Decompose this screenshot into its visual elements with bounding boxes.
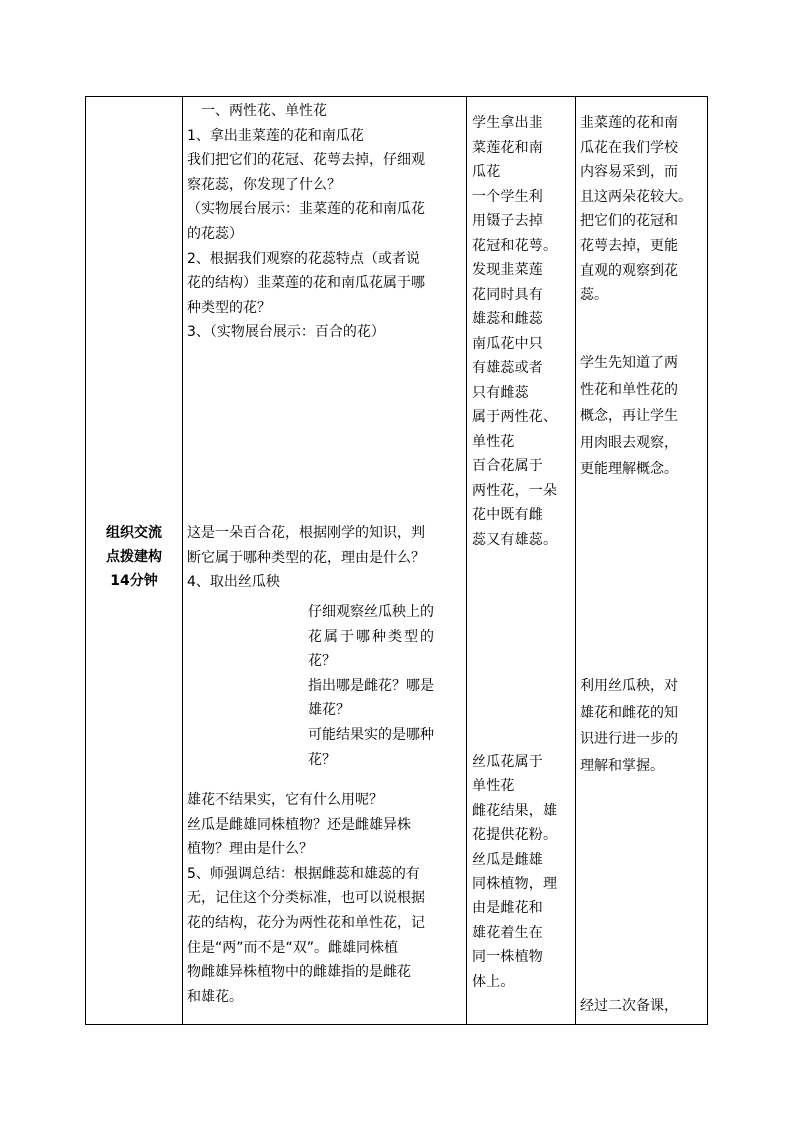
intent-line: 雄花和雌花的知	[580, 704, 678, 721]
teacher-line: 花？	[308, 751, 336, 768]
teacher-line: 1、拿出韭菜莲的花和南瓜花	[187, 127, 364, 144]
student-line: 只有雌蕊	[472, 384, 529, 401]
student-line: 花中既有雌	[472, 507, 543, 523]
intent-line: 利用丝瓜秧，对	[580, 678, 678, 694]
intent-line: 用肉眼去观察，	[580, 434, 678, 451]
intent-line: 识进行进一步的	[580, 731, 678, 747]
teacher-line: 植物？理由是什么？	[187, 841, 313, 858]
teacher-line: 指出哪是雌花？哪是	[308, 677, 434, 694]
student-line: 单性花	[472, 778, 515, 795]
student-line: 同株植物，理	[472, 876, 558, 893]
intent-line: 经过二次备课，	[580, 998, 678, 1014]
stage-label	[86, 521, 182, 593]
teacher-line: 种类型的花？	[187, 299, 271, 316]
student-line: 花冠和花萼。	[472, 237, 558, 254]
student-line: 由是雌花和	[472, 900, 543, 917]
student-line: 一个学生利	[472, 188, 543, 205]
student-line: 菜莲花和南	[472, 139, 543, 156]
teacher-line: 4、取出丝瓜秧	[187, 574, 280, 591]
student-line: 百合花属于	[472, 458, 543, 474]
student-line: 用镊子去掉	[472, 213, 543, 229]
intent-line: 花萼去掉，更能	[580, 237, 678, 254]
teacher-line: （实物展台展示：韭菜莲的花和南瓜花	[187, 201, 425, 218]
teacher-activities-bottom	[187, 788, 465, 1009]
student-activities-top	[472, 111, 574, 552]
student-line: 体上。	[472, 973, 515, 990]
intent-line: 直观的观察到花	[580, 262, 678, 279]
intent-line: 蕊。	[580, 287, 608, 304]
design-intent-3	[580, 673, 704, 779]
student-line: 雌花结果，雄	[472, 802, 558, 819]
teacher-line: 可能结果实的是哪种	[308, 726, 434, 743]
design-intent-4	[580, 994, 704, 1019]
teacher-line: 我们把它们的花冠、花萼去掉，仔细观	[187, 152, 425, 169]
teacher-line: 物雌雄异株植物中的雌雄指的是雌花	[187, 964, 411, 981]
student-line: 学生拿出韭	[472, 115, 543, 131]
design-intent-1	[580, 111, 704, 308]
teacher-line: 这是一朵百合花，根据刚学的知识，判	[187, 525, 425, 541]
intent-line: 理解和掌握。	[580, 757, 664, 774]
teacher-line: 雄花不结果实，它有什么用呢？	[187, 792, 383, 808]
intent-line: 性花和单性花的	[580, 381, 678, 398]
intent-line: 更能理解概念。	[580, 461, 678, 477]
column-divider	[466, 97, 467, 1024]
teacher-line: 花的结构，花分为两性花和单性花，记	[187, 914, 425, 931]
student-line: 雄花着生在	[472, 924, 543, 941]
student-line: 单性花	[472, 433, 515, 450]
student-line: 花提供花粉。	[472, 827, 558, 844]
lesson-table	[85, 96, 708, 1025]
stage-line: 14分钟	[110, 573, 158, 589]
student-line: 蕊又有雄蕊。	[472, 531, 558, 548]
student-line: 同一株植物	[472, 949, 543, 966]
stage-line: 点拨建构	[106, 549, 162, 565]
teacher-activities-middle	[187, 521, 465, 595]
student-line: 丝瓜花属于	[472, 754, 543, 770]
student-line: 瓜花	[472, 164, 501, 180]
teacher-line: 一、两性花、单性花	[187, 103, 327, 119]
intent-line: 瓜花在我们学校	[580, 139, 678, 156]
student-line: 南瓜花中只	[472, 335, 543, 352]
student-line: 花同时具有	[472, 286, 543, 303]
intent-line: 韭菜莲的花和南	[580, 115, 678, 131]
stage-line: 组织交流	[106, 525, 162, 541]
teacher-line: 察花蕊，你发现了什么？	[187, 176, 341, 193]
teacher-line: 住是“两”而不是“双”。雌雄同株植	[187, 939, 399, 956]
column-divider	[182, 97, 183, 1024]
teacher-line: 无，记住这个分类标准，也可以说根据	[187, 890, 425, 907]
teacher-line: 花的结构）韭菜莲的花和南瓜花属于哪	[187, 275, 425, 292]
student-line: 丝瓜是雌雄	[472, 851, 543, 868]
intent-line: 把它们的花冠和	[580, 213, 678, 230]
intent-line: 概念，再让学生	[580, 408, 678, 424]
column-divider	[575, 97, 576, 1024]
student-line: 属于两性花、	[472, 409, 558, 425]
intent-line: 且这两朵花较大。	[580, 188, 692, 205]
teacher-line: 丝瓜是雌雄同株植物？还是雌雄异株	[187, 816, 411, 833]
teacher-activities-top	[187, 99, 465, 345]
teacher-line: 雄花？	[308, 702, 350, 719]
student-line: 发现韭菜莲	[472, 262, 543, 278]
teacher-line: 和雄花。	[187, 988, 243, 1005]
student-line: 有雄蕊或者	[472, 360, 543, 376]
intent-line: 学生先知道了两	[580, 355, 678, 371]
teacher-line: 的花蕊）	[187, 225, 243, 242]
student-line: 两性花，一朵	[472, 482, 558, 499]
teacher-line: 断它属于哪种类型的花，理由是什么？	[187, 549, 425, 566]
intent-line: 内容易采到，而	[580, 164, 678, 181]
teacher-line: 5、师强调总结：根据雌蕊和雄蕊的有	[187, 865, 420, 882]
teacher-line: 2、根据我们观察的花蕊特点（或者说	[187, 250, 420, 267]
teacher-line: 花？	[308, 653, 336, 670]
teacher-line: 仔细观察丝瓜秧上的	[308, 604, 434, 620]
teacher-questions-indented	[308, 600, 464, 772]
teacher-line: 3、（实物展台展示：百合的花）	[187, 324, 385, 341]
student-activities-bottom	[472, 750, 574, 994]
student-line: 雄蕊和雌蕊	[472, 311, 543, 327]
design-intent-2	[580, 350, 704, 483]
teacher-line: 花属于哪种类型的	[308, 628, 436, 645]
